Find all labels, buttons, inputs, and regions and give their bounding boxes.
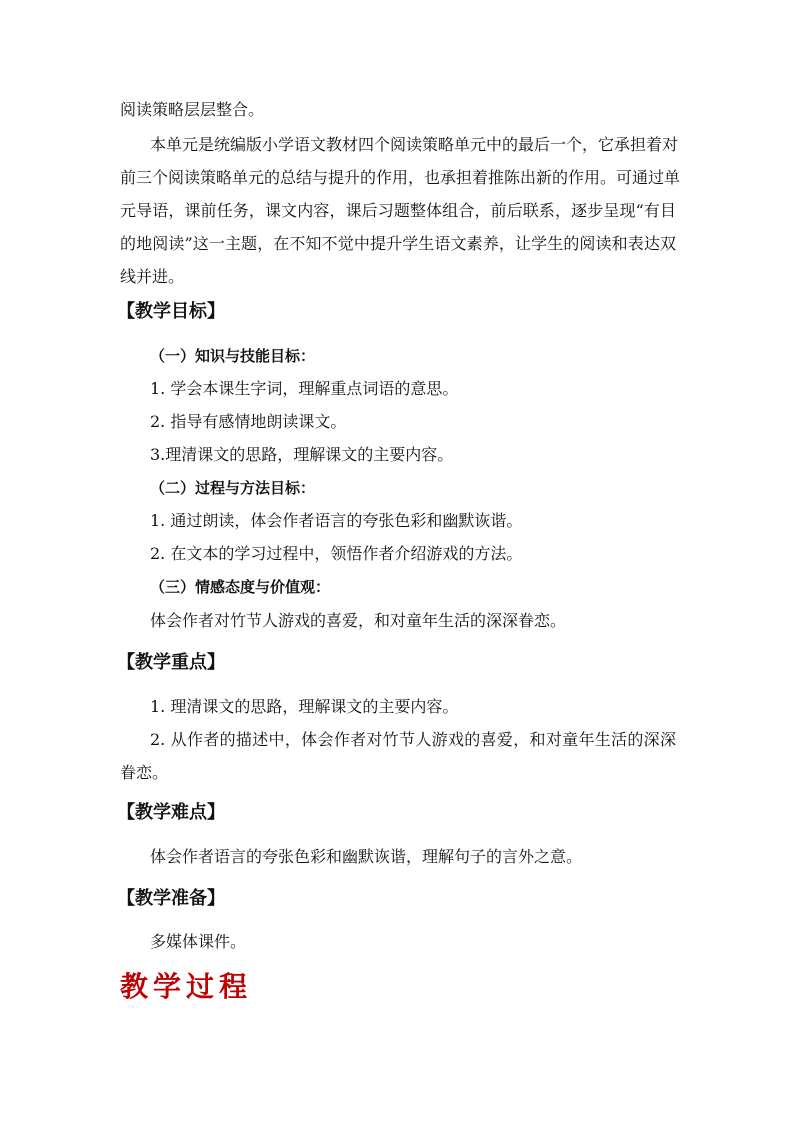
emotion-text: 体会作者对竹节人游戏的喜爱，和对童年生活的深深眷恋。 [150,611,567,630]
intro-first-line: 阅读策略层层整合。 [120,100,265,119]
paragraph-line: 元导语，课前任务，课文内容，课后习题整体组合，前后联系，逐步呈现“有目 [120,201,676,220]
subheading-knowledge: （一）知识与技能目标： [150,347,316,365]
list-item: 3.理清课文的思路，理解课文的主要内容。 [150,445,454,464]
subheading-emotion: （三）情感态度与价值观： [150,578,331,596]
list-item: 2. 指导有感情地朗读课文。 [150,412,347,431]
paragraph-line: 线并进。 [120,267,185,286]
subheading-process: （二）过程与方法目标： [150,479,316,497]
section-heading-key-points: 【教学重点】 [117,652,225,673]
section-heading-goals: 【教学目标】 [117,301,225,322]
section-heading-difficulties: 【教学难点】 [117,802,225,823]
list-item: 1. 理清课文的思路，理解课文的主要内容。 [150,697,459,716]
preparation-text: 多媒体课件。 [150,932,247,951]
list-item-continuation: 眷恋。 [120,763,169,782]
list-item: 1. 通过朗读，体会作者语言的夸张色彩和幽默诙谐。 [150,511,523,530]
list-item: 2. 从作者的描述中，体会作者对竹节人游戏的喜爱，和对童年生活的深深 [150,730,676,749]
paragraph-line: 前三个阅读策略单元的总结与提升的作用，也承担着推陈出新的作用。可通过单 [120,168,681,187]
list-item: 2. 在文本的学习过程中，领悟作者介绍游戏的方法。 [150,544,523,563]
difficulties-text: 体会作者语言的夸张色彩和幽默诙谐，理解句子的言外之意。 [150,847,583,866]
list-item: 1. 学会本课生字词，理解重点词语的意思。 [150,379,459,398]
paragraph-line: 本单元是统编版小学语文教材四个阅读策略单元中的最后一个，它承担着对 [150,135,679,154]
paragraph-line: 的地阅读”这一主题，在不知不觉中提升学生语文素养，让学生的阅读和表达双 [120,234,676,253]
section-heading-preparation: 【教学准备】 [117,888,225,909]
teaching-process-title: 教学过程 [120,970,253,1003]
